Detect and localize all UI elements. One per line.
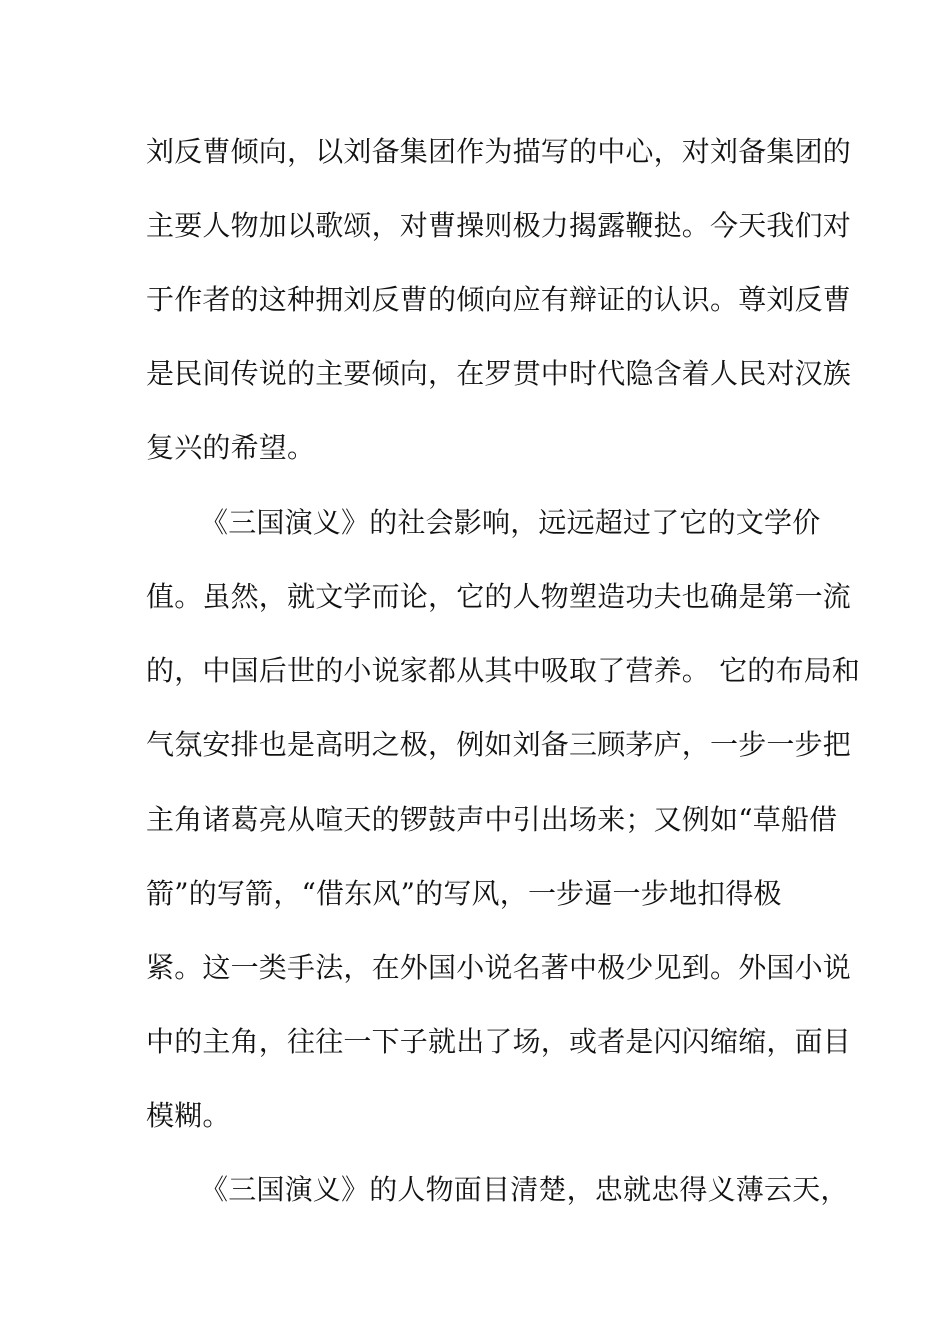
text-line: 模糊。 — [146, 1099, 231, 1132]
text-line: 中的主角，往往一下子就出了场，或者是闪闪缩缩，面目 — [146, 1025, 852, 1058]
text-line: 主角诸葛亮从喧天的锣鼓声中引出场来；又例如“草船借 — [146, 803, 838, 836]
text-line: 紧。这一类手法，在外国小说名著中极少见到。外国小说 — [146, 951, 852, 984]
text-line: 主要人物加以歌颂，对曹操则极力揭露鞭挞。今天我们对 — [146, 209, 852, 242]
text-line: 于作者的这种拥刘反曹的倾向应有辩证的认识。尊刘反曹 — [146, 283, 852, 316]
text-line: 值。虽然，就文学而论，它的人物塑造功夫也确是第一流 — [146, 580, 852, 613]
text-line: 的，中国后世的小说家都从其中吸取了营养。 它的布局和 — [146, 654, 861, 687]
text-line: 箭”的写箭，“借东风”的写风，一步逼一步地扣得极 — [146, 877, 782, 910]
text-line: 刘反曹倾向，以刘备集团作为描写的中心，对刘备集团的 — [146, 135, 852, 168]
text-line: 是民间传说的主要倾向，在罗贯中时代隐含着人民对汉族 — [146, 357, 852, 390]
text-line: 复兴的希望。 — [146, 431, 316, 464]
paragraph-start-line: 《三国演义》的人物面目清楚，忠就忠得义薄云天， — [200, 1173, 849, 1206]
text-line: 气氛安排也是高明之极，例如刘备三顾茅庐，一步一步把 — [146, 728, 852, 761]
paragraph-start-line: 《三国演义》的社会影响，远远超过了它的文学价 — [200, 506, 821, 539]
